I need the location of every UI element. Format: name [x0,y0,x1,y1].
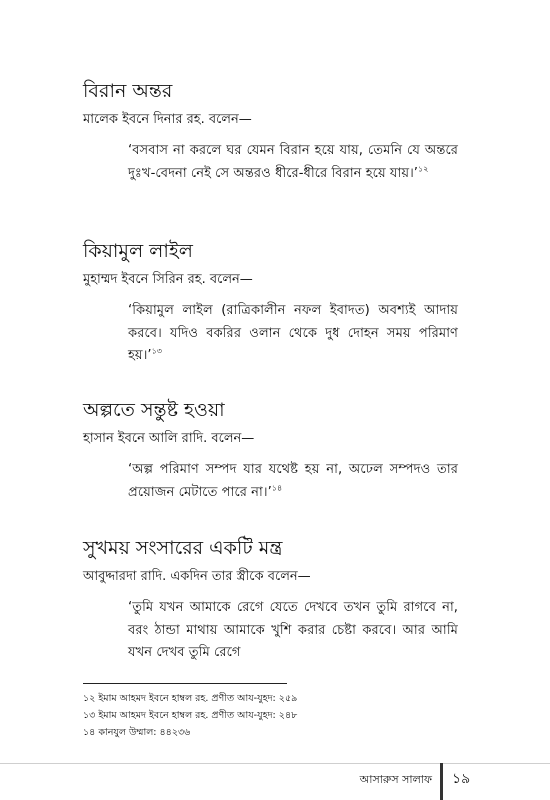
quote-text: ‘কিয়ামুল লাইল (রাত্রিকালীন নফল ইবাদত) অবশ্যই আদায় করবে। যদিও বকরির ওলান থেকে দুধ দোহন সময় পরিমাণ হয়।’ [128,303,458,363]
footnotes [83,690,503,741]
quote-text: ‘তুমি যখন আমাকে রেগে যেতে দেখবে তখন তুমি রাগবে না, বরং ঠান্ডা মাথায় আমাকে খুশি করার চেষ্টা করবে। আর আমি যখন দেখব তুমি রেগে [128,600,458,660]
section-sukhomoy-songsar [83,535,483,665]
section-heading: বিরান অন্তর [83,80,173,102]
section-heading: কিয়ামুল লাইল [83,240,193,262]
section-quote [128,459,458,504]
section-speaker: হাসান ইবনে আলি রাদি. বলেন— [83,431,255,446]
section-speaker: মুহাম্মদ ইবনে সিরিন রহ. বলেন— [83,272,253,287]
footnote-item: ১৩ ইমাম আহমদ ইবনে হাম্বল রহ. প্রণীত আয-যুহদ: ২৪৮ [83,710,298,721]
footnote-item: ১৪ কানযুল উম্মাল: ৪৪২৩৬ [83,727,191,738]
section-olpote-santushto [83,397,483,504]
running-footer-title: আসারুস সালাফ [359,773,432,786]
footnote-ref[interactable]: ১৩ [151,346,163,356]
page-number: ১৯ [452,771,471,787]
section-speaker: মালেক ইবনে দিনার রহ. বলেন— [83,112,252,127]
footnote-ref[interactable]: ১৪ [271,483,283,493]
footer-bar [440,763,443,800]
section-heading: অল্পতে সন্তুষ্ট হওয়া [83,399,225,421]
section-biran-antor [83,78,483,185]
quote-text: ‘অল্প পরিমাণ সম্পদ যার যথেষ্ট হয় না, অঢেল সম্পদও তার প্রয়োজন মেটাতে পারে না।’ [128,462,458,500]
section-speaker: আবুদ্দারদা রাদি. একদিন তার স্ত্রীকে বলেন— [83,569,311,584]
section-quote [128,597,458,665]
quote-text: ‘বসবাস না করলে ঘর যেমন বিরান হয়ে যায়, তেমনি যে অন্তরে দুঃখ-বেদনা নেই সে অন্তরও ধীরে-ধীরে বিরান হয়ে যায়।’ [128,143,458,181]
section-quote [128,140,458,185]
footer-divider [0,763,550,764]
footnote-divider [83,683,287,684]
section-qiyamul-lail [83,238,483,368]
footnote-item: ১২ ইমাম আহমদ ইবনে হাম্বল রহ. প্রণীত আয-যুহদ: ২৫৯ [83,693,298,704]
section-heading: সুখময় সংসারের একটি মন্ত্র [83,537,283,559]
footnote-ref[interactable]: ১২ [418,164,429,174]
section-quote [128,300,458,368]
